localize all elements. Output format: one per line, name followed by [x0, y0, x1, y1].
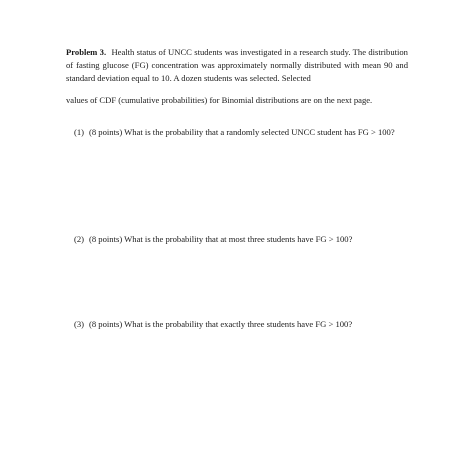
- problem-note: values of CDF (cumulative probabilities) for Binomial distributions are on the next page.: [66, 95, 373, 105]
- question-text: (8 points) What is the probability that exactly three students have FG > 100?: [89, 319, 353, 329]
- question-number: (3): [74, 319, 85, 329]
- question-text: (8 points) What is the probability that at most three students have FG > 100?: [89, 234, 353, 244]
- question-number: (1): [74, 127, 85, 137]
- question-number: (2): [74, 234, 85, 244]
- question-2: [74, 233, 404, 246]
- problem-label: Problem 3.: [66, 47, 107, 57]
- problem-intro-text: Health status of UNCC students was investigated in a research study. The distribution of fasting glucose (FG) concentration was approximately normally distributed with mean 90 and standard deviation equal to 10. A dozen students was selected. Selected: [66, 47, 408, 83]
- problem-intro: [66, 46, 408, 85]
- question-text: (8 points) What is the probability that a randomly selected UNCC student has FG > 100?: [89, 127, 395, 137]
- question-1: [74, 126, 404, 139]
- question-3: [74, 318, 404, 331]
